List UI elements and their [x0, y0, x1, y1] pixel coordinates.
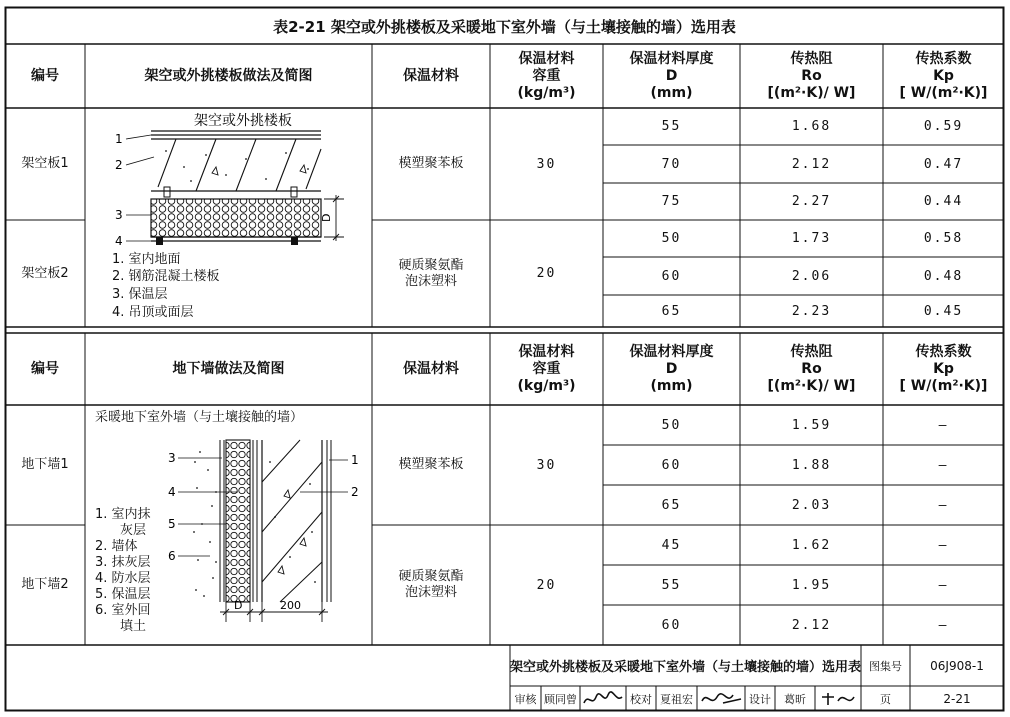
atlas-label: 图集号 — [869, 659, 902, 673]
wall-label-1: 1 — [351, 453, 359, 467]
upper-header-density — [490, 44, 603, 108]
lower-resistance-cell: 2.12 — [791, 617, 832, 633]
lower-coefficient-cell: — — [938, 577, 949, 593]
upper-thickness-line1: 保温材料厚度 — [629, 50, 714, 67]
upper-thickness-cell: 75 — [661, 194, 682, 209]
lower-resistance-cell: 1.88 — [791, 457, 832, 473]
lower-coefficient-line3: [ W/(m²·K)] — [899, 377, 988, 394]
upper-thickness-cell: 60 — [661, 268, 682, 284]
lower-resistance-cell: 1.95 — [791, 577, 832, 593]
review-label: 审核 — [514, 692, 537, 706]
lower-thickness-cell: 65 — [661, 497, 682, 513]
lower-thickness-cell: 50 — [661, 417, 682, 433]
diagram-title: 架空或外挑楼板 — [194, 113, 292, 129]
lower-resistance-line3: [(m²·K)/ W] — [767, 377, 856, 394]
wall-label-3: 3 — [168, 451, 176, 465]
designer-name: 葛昕 — [784, 692, 806, 706]
upper-group2-material — [372, 220, 490, 327]
upper-note-1: 1. 室内地面 — [112, 252, 181, 267]
upper-header-resistance — [740, 44, 883, 108]
upper-density-line2: 容重 — [532, 67, 561, 84]
lower-group2-material-line1: 硬质聚氨酯 — [398, 569, 464, 584]
lower-thickness-cell: 55 — [661, 577, 682, 593]
lower-thickness-cell: 60 — [661, 617, 682, 633]
reviewer-name: 顾同曾 — [544, 692, 577, 706]
lower-resistance-cell: 1.59 — [791, 417, 832, 433]
label-4: 4 — [115, 234, 123, 248]
lower-group1-material: 模塑聚苯板 — [398, 457, 464, 472]
lower-thickness-cell: 45 — [661, 537, 682, 553]
lower-thickness-cell: 60 — [661, 457, 682, 473]
lower-coefficient-cell: — — [938, 457, 949, 473]
label-3: 3 — [115, 208, 123, 222]
upper-coefficient-line1: 传热系数 — [915, 50, 972, 67]
atlas-number: 06J908-1 — [930, 658, 984, 673]
lower-density-line1: 保温材料 — [518, 343, 575, 360]
lower-thickness-line1: 保温材料厚度 — [629, 343, 714, 360]
upper-header-method: 架空或外挑楼板做法及简图 — [144, 67, 313, 84]
dim-d-label: D — [320, 213, 333, 222]
label-1: 1 — [115, 132, 123, 146]
upper-note-3: 3. 保温层 — [112, 287, 168, 302]
lower-header-coefficient — [883, 333, 1004, 405]
upper-thickness-line2: D — [665, 67, 678, 84]
upper-header-coefficient — [883, 44, 1004, 108]
wall-dim-200: 200 — [280, 599, 301, 612]
upper-coefficient-line2: Kp — [933, 67, 954, 84]
wall-label-5: 5 — [168, 517, 176, 531]
lower-group2-material-line2: 泡沫塑料 — [404, 585, 457, 600]
lower-resistance-line1: 传热阻 — [790, 343, 833, 360]
upper-group2-material-line1: 硬质聚氨酯 — [398, 257, 464, 273]
upper-thickness-cell: 70 — [661, 156, 682, 172]
upper-resistance-line1: 传热阻 — [790, 50, 833, 67]
lower-resistance-line2: Ro — [801, 360, 822, 377]
upper-coefficient-cell: 0.44 — [923, 194, 964, 209]
lower-thickness-line3: (mm) — [650, 377, 693, 394]
wall-label-2: 2 — [351, 485, 359, 499]
lower-coefficient-cell: — — [938, 497, 949, 513]
upper-resistance-cell: 2.23 — [791, 303, 832, 319]
lower-note-1b: 灰层 — [120, 523, 147, 538]
lower-note-3: 3. 抹灰层 — [95, 555, 151, 570]
reviewer-signature — [582, 689, 624, 709]
wall-label-6: 6 — [168, 549, 176, 563]
upper-resistance-cell: 1.68 — [791, 119, 832, 134]
upper-coefficient-cell: 0.58 — [923, 231, 964, 246]
lower-header-method: 地下墙做法及简图 — [172, 360, 285, 377]
upper-resistance-cell: 2.06 — [791, 268, 832, 284]
upper-coefficient-cell: 0.45 — [923, 303, 964, 319]
upper-header-id: 编号 — [31, 67, 59, 84]
upper-coefficient-cell: 0.59 — [923, 119, 964, 134]
lower-density-line2: 容重 — [532, 360, 561, 377]
upper-group1-id: 架空板1 — [21, 156, 69, 171]
lower-note-4: 4. 防水层 — [95, 571, 151, 586]
lower-note-2: 2. 墙体 — [95, 539, 138, 554]
lower-resistance-cell: 1.62 — [791, 537, 832, 553]
upper-resistance-line3: [(m²·K)/ W] — [767, 84, 856, 101]
wall-label-4: 4 — [168, 485, 176, 499]
lower-group1-id: 地下墙1 — [21, 457, 69, 472]
upper-resistance-line2: Ro — [801, 67, 822, 84]
check-label: 校对 — [630, 692, 652, 706]
page-number: 2-21 — [943, 691, 971, 706]
lower-note-6a: 6. 室外回 — [95, 603, 151, 618]
page-label: 页 — [880, 692, 891, 706]
wall-diagram-title: 采暖地下室外墙（与土壤接触的墙） — [95, 410, 304, 425]
upper-resistance-cell: 2.12 — [791, 156, 832, 172]
lower-note-1a: 1. 室内抹 — [95, 507, 151, 522]
upper-group2-material-line2: 泡沫塑料 — [404, 273, 457, 289]
lower-header-resistance — [740, 333, 883, 405]
upper-thickness-cell: 65 — [661, 303, 682, 319]
upper-note-4: 4. 吊顶或面层 — [112, 305, 194, 320]
lower-coefficient-line1: 传热系数 — [915, 343, 972, 360]
design-label: 设计 — [749, 692, 771, 706]
lower-note-6b: 填土 — [120, 619, 147, 634]
lower-coefficient-cell: — — [938, 537, 949, 553]
lower-group1-density: 30 — [536, 457, 557, 473]
upper-group2-density: 20 — [536, 266, 557, 281]
table-title: 表2-21 架空或外挑楼板及采暖地下室外墙（与土壤接触的墙）选用表 — [273, 17, 736, 36]
lower-coefficient-cell: — — [938, 617, 949, 633]
upper-resistance-cell: 1.73 — [791, 231, 832, 246]
designer-signature — [818, 689, 858, 709]
upper-thickness-cell: 50 — [661, 231, 682, 246]
lower-header-thickness — [603, 333, 740, 405]
checker-name: 夏祖宏 — [660, 692, 693, 706]
upper-note-2: 2. 钢筋混凝土楼板 — [112, 269, 220, 284]
lower-coefficient-line2: Kp — [933, 360, 954, 377]
checker-signature — [699, 689, 743, 709]
wall-dim-d: D — [234, 599, 243, 612]
label-2: 2 — [115, 158, 123, 172]
upper-coefficient-cell: 0.47 — [923, 156, 964, 172]
upper-resistance-cell: 2.27 — [791, 194, 832, 209]
lower-resistance-cell: 2.03 — [791, 497, 832, 513]
lower-note-5: 5. 保温层 — [95, 587, 151, 602]
lower-group2-id: 地下墙2 — [21, 577, 69, 592]
upper-coefficient-cell: 0.48 — [923, 268, 964, 284]
upper-thickness-cell: 55 — [661, 119, 682, 134]
lower-group2-material — [372, 525, 490, 645]
lower-coefficient-cell: — — [938, 417, 949, 433]
lower-header-material: 保温材料 — [403, 360, 459, 377]
lower-thickness-line2: D — [665, 360, 678, 377]
lower-density-line3: (kg/m³) — [517, 377, 576, 394]
upper-header-material: 保温材料 — [403, 67, 459, 84]
upper-density-line3: (kg/m³) — [517, 84, 576, 101]
upper-group1-material: 模塑聚苯板 — [398, 156, 464, 171]
basement-wall-diagram — [150, 432, 370, 642]
upper-group1-density: 30 — [536, 156, 557, 172]
upper-header-thickness — [603, 44, 740, 108]
lower-header-id: 编号 — [31, 360, 59, 377]
upper-thickness-line3: (mm) — [650, 84, 693, 101]
title-block-name: 架空或外挑楼板及采暖地下室外墙（与土壤接触的墙）选用表 — [510, 660, 862, 675]
upper-coefficient-line3: [ W/(m²·K)] — [899, 84, 988, 101]
lower-group2-density: 20 — [536, 577, 557, 593]
upper-group2-id: 架空板2 — [21, 265, 69, 281]
lower-header-density — [490, 333, 603, 405]
upper-density-line1: 保温材料 — [518, 50, 575, 67]
